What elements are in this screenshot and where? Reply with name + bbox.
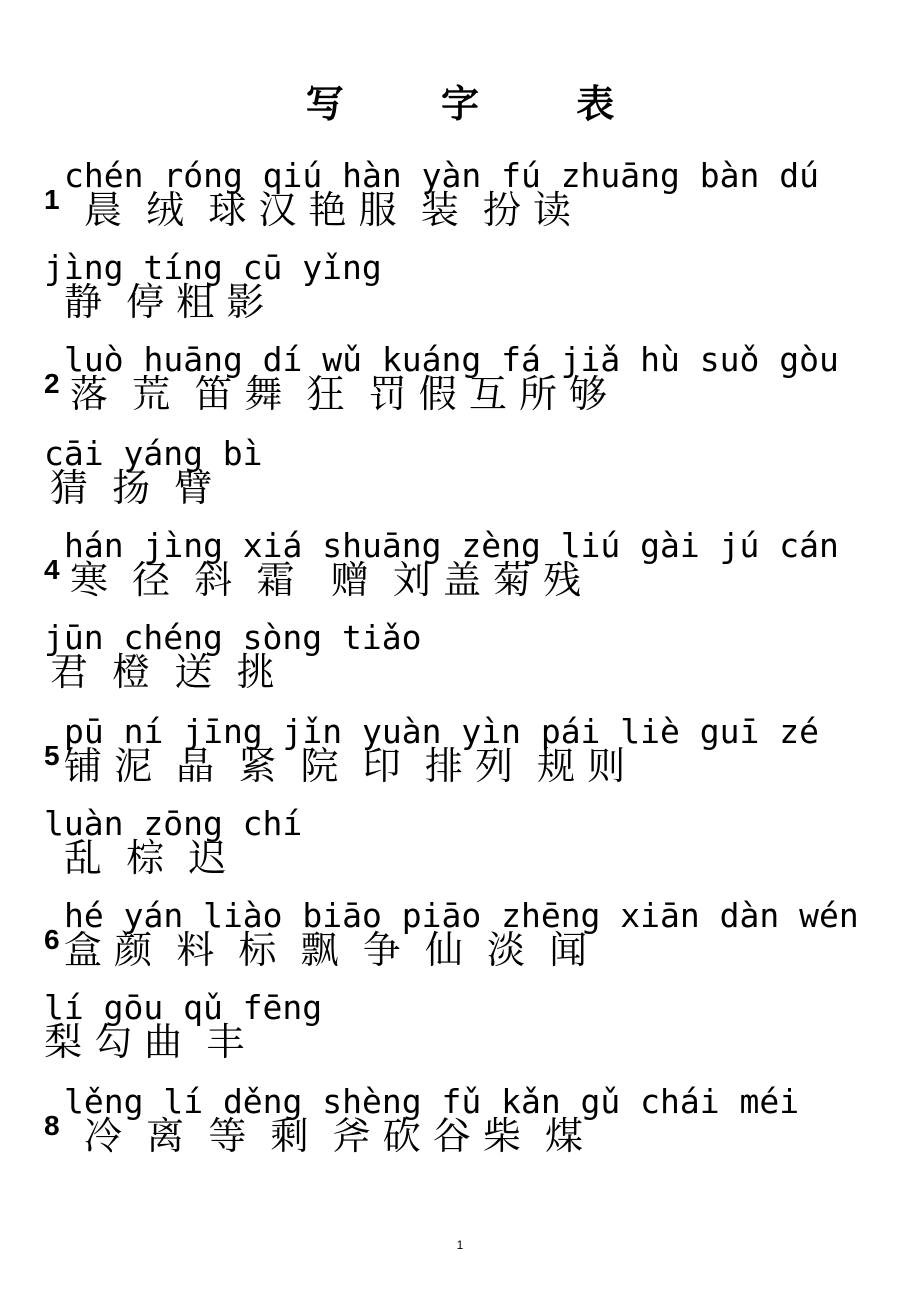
pinyin-row: hé yán liào biāo piāo zhēng xiān dàn wén <box>64 896 859 935</box>
pinyin-row: cāi yáng bì <box>44 434 263 473</box>
group-line <box>0 250 920 330</box>
group-number: 4 <box>44 554 60 585</box>
group-line <box>0 436 920 516</box>
hanzi-row: 猜 扬 臂 <box>50 466 213 510</box>
hanzi-row: 静 停 粗 影 <box>64 280 265 324</box>
pinyin-row: pū ní jīng jǐn yuàn yìn pái liè guī zé <box>64 712 819 751</box>
group-line <box>0 342 920 422</box>
hanzi-row: 落 荒 笛 舞 狂 罚 假 互 所 够 <box>70 372 608 416</box>
pinyin-row: hán jìng xiá shuāng zèng liú gài jú cán <box>64 526 839 565</box>
group-number: 2 <box>44 368 60 399</box>
group-number: 8 <box>44 1110 60 1141</box>
hanzi-row: 晨 绒 球 汉 艳 服 装 扮 读 <box>84 188 571 232</box>
group-line <box>0 714 920 794</box>
pinyin-row: chén róng qiú hàn yàn fú zhuāng bàn dú <box>64 156 819 195</box>
hanzi-row: 寒 径 斜 霜 赠 刘 盖 菊 残 <box>70 558 582 602</box>
hanzi-row: 君 橙 送 挑 <box>50 650 275 694</box>
hanzi-row: 梨 勾 曲 丰 <box>44 1020 245 1064</box>
group-line <box>0 806 920 886</box>
hanzi-row: 盒 颜 料 标 飘 争 仙 淡 闻 <box>64 928 588 972</box>
page-number: 1 <box>456 1238 464 1252</box>
group-number: 1 <box>44 184 60 215</box>
pinyin-row: jūn chéng sòng tiǎo <box>44 618 422 657</box>
group-line <box>0 990 920 1070</box>
hanzi-row: 冷 离 等 剩 斧 砍 谷 柴 煤 <box>84 1114 584 1158</box>
group-line <box>0 528 920 608</box>
hanzi-row: 铺 泥 晶 紧 院 印 排 列 规 则 <box>64 744 626 788</box>
page-title: 写 字 表 <box>305 81 657 126</box>
group-number: 5 <box>44 740 60 771</box>
group-line <box>0 898 920 978</box>
group-line <box>0 620 920 700</box>
group-line <box>0 1084 920 1164</box>
pinyin-row: lí gōu qǔ fēng <box>44 988 323 1027</box>
pinyin-row: lěng lí děng shèng fǔ kǎn gǔ chái méi <box>64 1082 800 1121</box>
pinyin-row: luò huāng dí wǔ kuáng fá jiǎ hù suǒ gòu <box>64 340 839 379</box>
pinyin-row: jìng tíng cū yǐng <box>44 248 382 287</box>
pinyin-row: luàn zōng chí <box>44 804 303 843</box>
group-number: 6 <box>44 924 60 955</box>
group-line <box>0 158 920 238</box>
hanzi-row: 乱 棕 迟 <box>64 836 227 880</box>
